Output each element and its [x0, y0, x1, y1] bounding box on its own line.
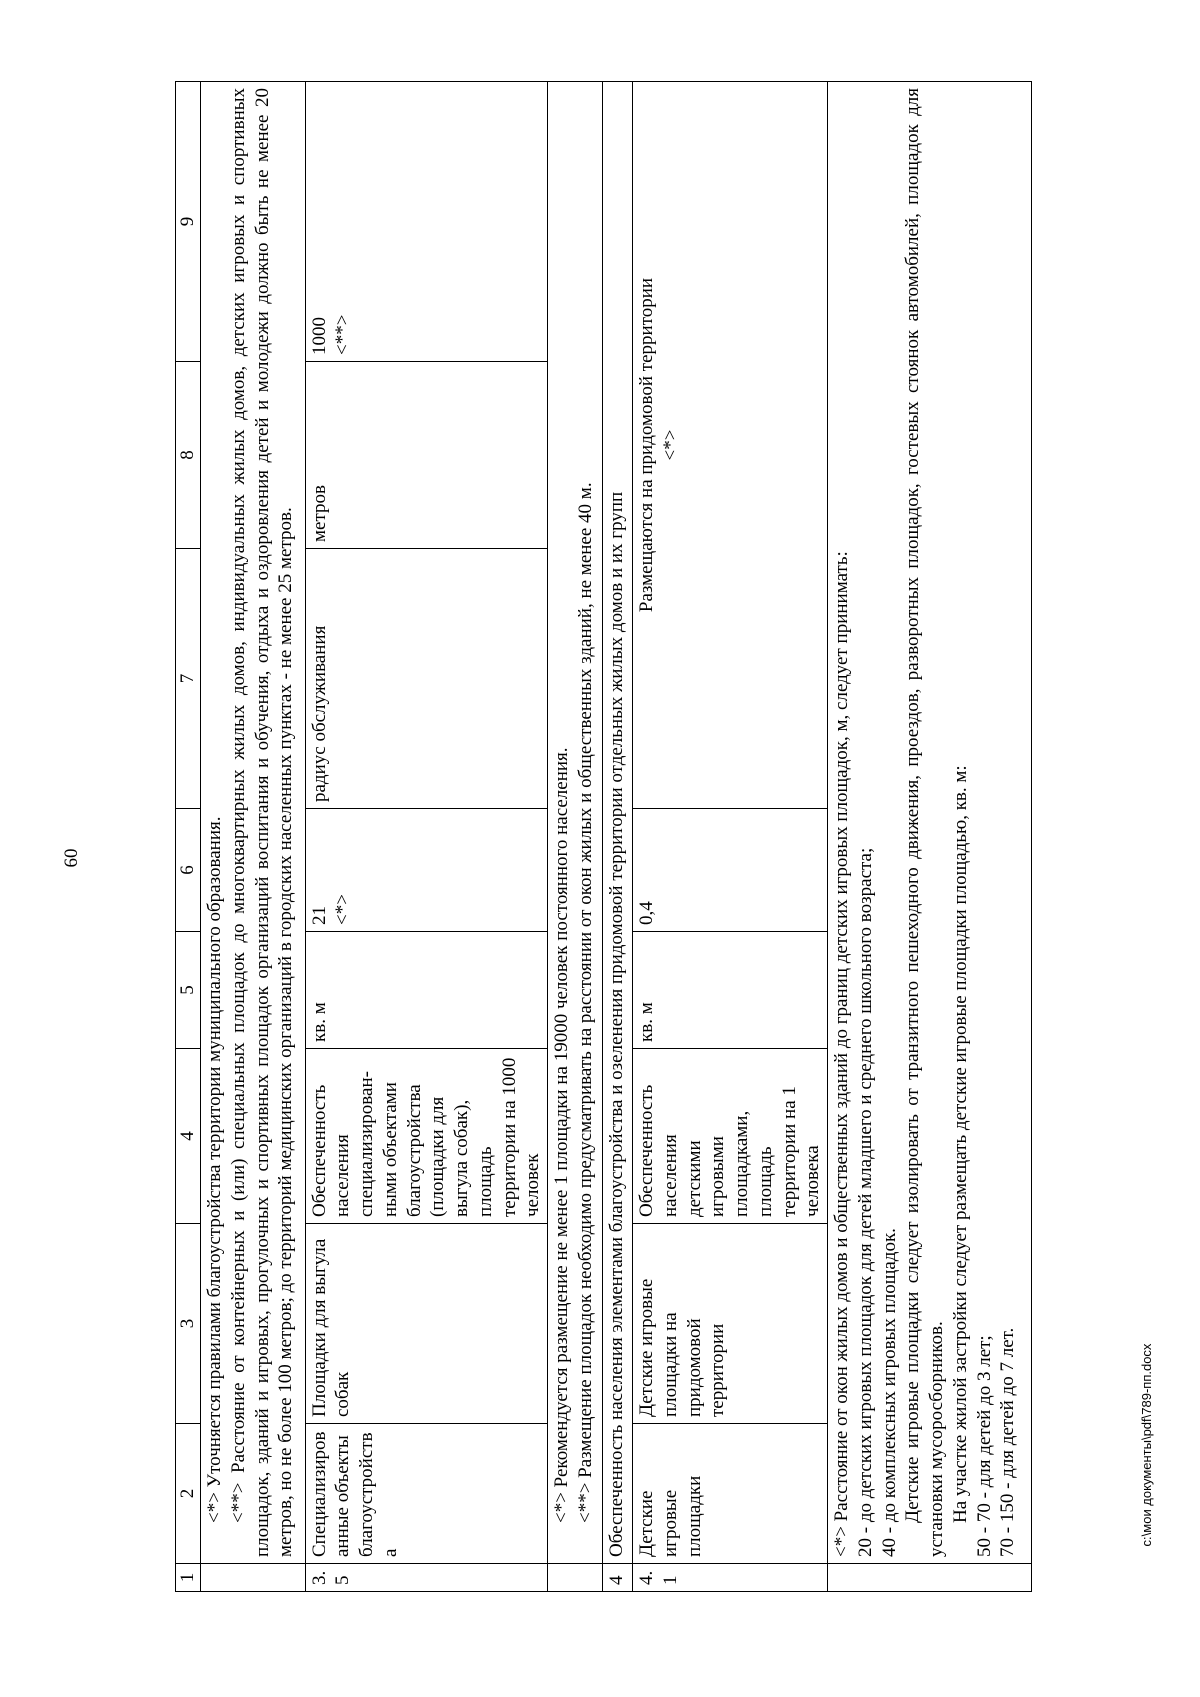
footnote-line: Детские игровые площадки следует изолировать от транзитного пешеходного движения, проездов, разворотных площадок, гостевых стоянок автомобилей, площадок для установки мусоросборников.	[902, 88, 948, 1557]
header-cell: 3	[176, 1224, 201, 1424]
norms-table	[175, 81, 1032, 1592]
unit-cell: кв. м	[633, 932, 828, 1049]
accessibility-cell: радиус обслуживания	[305, 549, 548, 809]
rotated-table-container	[175, 82, 1032, 1592]
footer-file-path: c:\мои документы\pdf\789-пп.docx	[1139, 1343, 1154, 1547]
header-cell: 2	[176, 1424, 201, 1564]
footnote-line: 70 - 150 - для детей до 7 лет.	[997, 1327, 1019, 1557]
footnote-block	[828, 82, 1032, 1564]
header-cell: 6	[176, 809, 201, 932]
footnote-line: <**> Размещение площадок необходимо предусматривать на расстоянии от окон жилых и общественных зданий, не менее 40 м.	[574, 482, 596, 1523]
indicator-cell: Обеспеченность населения специализирован-ными объектами благоустройства (площадки для выгула собак), площадь территории на 1000 человек	[305, 1049, 548, 1224]
note-row-3	[828, 82, 1032, 1592]
footnote-block	[201, 82, 306, 1564]
value-cell: 0,4	[633, 809, 828, 932]
value-cell-2: 1000 <**>	[305, 82, 548, 362]
object-type-cell: Детские игровые площадки	[633, 1424, 828, 1564]
value-cell: 21 <*>	[305, 809, 548, 932]
object-name-cell: Площадки для выгула собак	[305, 1224, 548, 1424]
footnote-line: 50 - 70 - для детей до 3 лет;	[973, 1335, 995, 1557]
placement-note-cell: Размещаются на придомовой территории <*>	[633, 82, 828, 809]
footnote-line: На участке жилой застройки следует размещать детские игровые площадки площадью, кв. м:	[949, 765, 971, 1523]
row-number: 3.5	[305, 1564, 548, 1592]
object-name-cell: Детские игровые площадки на придомовой территории	[633, 1224, 828, 1424]
footnote-line: 40 - до комплексных игровых площадок.	[878, 1228, 900, 1557]
unit-cell-2: метров	[305, 362, 548, 549]
header-cell: 8	[176, 362, 201, 549]
header-row	[176, 82, 201, 1592]
unit-cell: кв. м	[305, 932, 548, 1049]
row-number: 4	[602, 1564, 632, 1592]
section-row-4	[602, 82, 632, 1592]
header-cell: 7	[176, 549, 201, 809]
footnote-line: <*> Уточняется правилами благоустройства территории муниципального образования.	[204, 816, 225, 1523]
section-title: Обеспеченность населения элементами благоустройства и озеленения придомовой территории отдельных жилых домов и их групп	[602, 82, 632, 1564]
header-cell: 5	[176, 932, 201, 1049]
row-number: 4.1	[633, 1564, 828, 1592]
object-type-cell: Специализированные объекты благоустройства	[305, 1424, 548, 1564]
footnote-line: 20 - до детских игровых площадок для детей младшего и среднего школьного возраста;	[854, 847, 876, 1557]
header-cell: 9	[176, 82, 201, 362]
note-row-1	[201, 82, 306, 1592]
header-cell: 4	[176, 1049, 201, 1224]
indicator-cell: Обеспеченность населения детскими игровыми площадками, площадь территории на 1 человека	[633, 1049, 828, 1224]
page-number: 60	[61, 848, 82, 868]
table-row-3-5	[305, 82, 548, 1592]
footnote-line: <**> Расстояние от контейнерных и (или) специальных площадок до многоквартирных жилых домов, индивидуальных жилых домов, детских игровых и спортивных площадок, зданий и игровых, прогулочных и спортивных площадок организаций воспитания и обучения, отдыха и оздоровления детей и молодежи должно быть не менее 20 метров, но не более 100 метров; до территорий медицинских организаций в городских населенных пунктах - не менее 25 метров.	[227, 88, 297, 1557]
header-cell: 1	[176, 1564, 201, 1592]
table-row-4-1	[633, 82, 828, 1592]
footnote-line: <*> Расстояние от окон жилых домов и общественных зданий до границ детских игровых площадок, м, следует принимать:	[831, 551, 853, 1557]
footnote-block	[548, 82, 603, 1564]
note-row-2	[548, 82, 603, 1592]
footnote-line: <*> Рекомендуется размещение не менее 1 площадки на 19000 человек постоянного населения.	[551, 747, 573, 1523]
